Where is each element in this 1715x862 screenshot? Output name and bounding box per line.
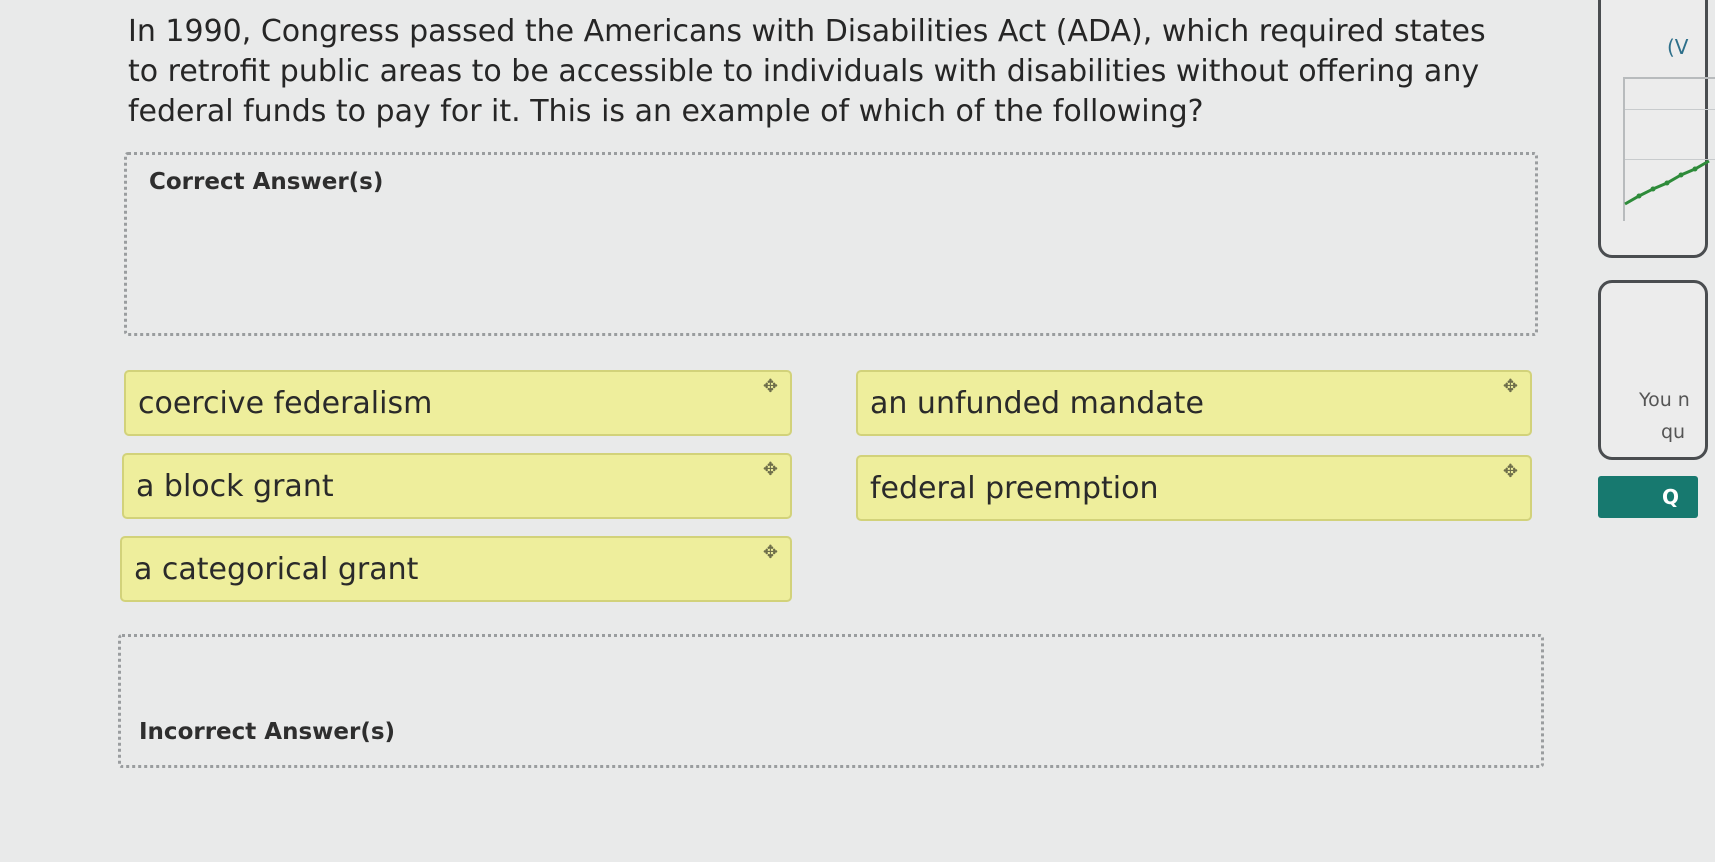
move-icon: ✥ (762, 542, 778, 563)
progress-chart (1623, 77, 1715, 221)
info-text-line1: You n (1639, 389, 1690, 411)
move-icon: ✥ (762, 376, 778, 397)
progress-card (1598, 0, 1708, 258)
info-text-line2: qu (1661, 421, 1686, 443)
answer-tile-label: coercive federalism (138, 386, 433, 421)
move-icon: ✥ (1502, 376, 1518, 397)
answer-tile-unfunded-mandate[interactable] (856, 370, 1532, 436)
incorrect-answers-dropzone[interactable] (118, 634, 1544, 768)
side-action-button[interactable] (1598, 476, 1698, 518)
move-icon: ✥ (762, 459, 778, 480)
incorrect-answers-label: Incorrect Answer(s) (139, 719, 396, 745)
info-card (1598, 280, 1708, 460)
question-text: In 1990, Congress passed the Americans with Disabilities Act (ADA), which required states to retrofit public areas to be accessible to individuals with disabilities without offering any federal funds to pay for it. This is an example of which of the following? (128, 14, 1486, 129)
answer-tile-label: federal preemption (870, 471, 1159, 506)
answer-tile-label: an unfunded mandate (870, 386, 1204, 421)
answer-tile-block-grant[interactable] (122, 453, 792, 519)
side-action-button-label: Q (1662, 485, 1680, 509)
progress-chart-line (1625, 79, 1715, 221)
correct-answers-dropzone[interactable] (124, 152, 1538, 336)
answer-tile-label: a block grant (136, 469, 334, 504)
answer-tile-federal-preemption[interactable] (856, 455, 1532, 521)
move-icon: ✥ (1502, 461, 1518, 482)
answer-tile-coercive-federalism[interactable] (124, 370, 792, 436)
answer-tile-label: a categorical grant (134, 552, 419, 587)
correct-answers-label: Correct Answer(s) (149, 169, 384, 195)
answer-tile-categorical-grant[interactable] (120, 536, 792, 602)
progress-card-header: (V (1667, 35, 1689, 59)
